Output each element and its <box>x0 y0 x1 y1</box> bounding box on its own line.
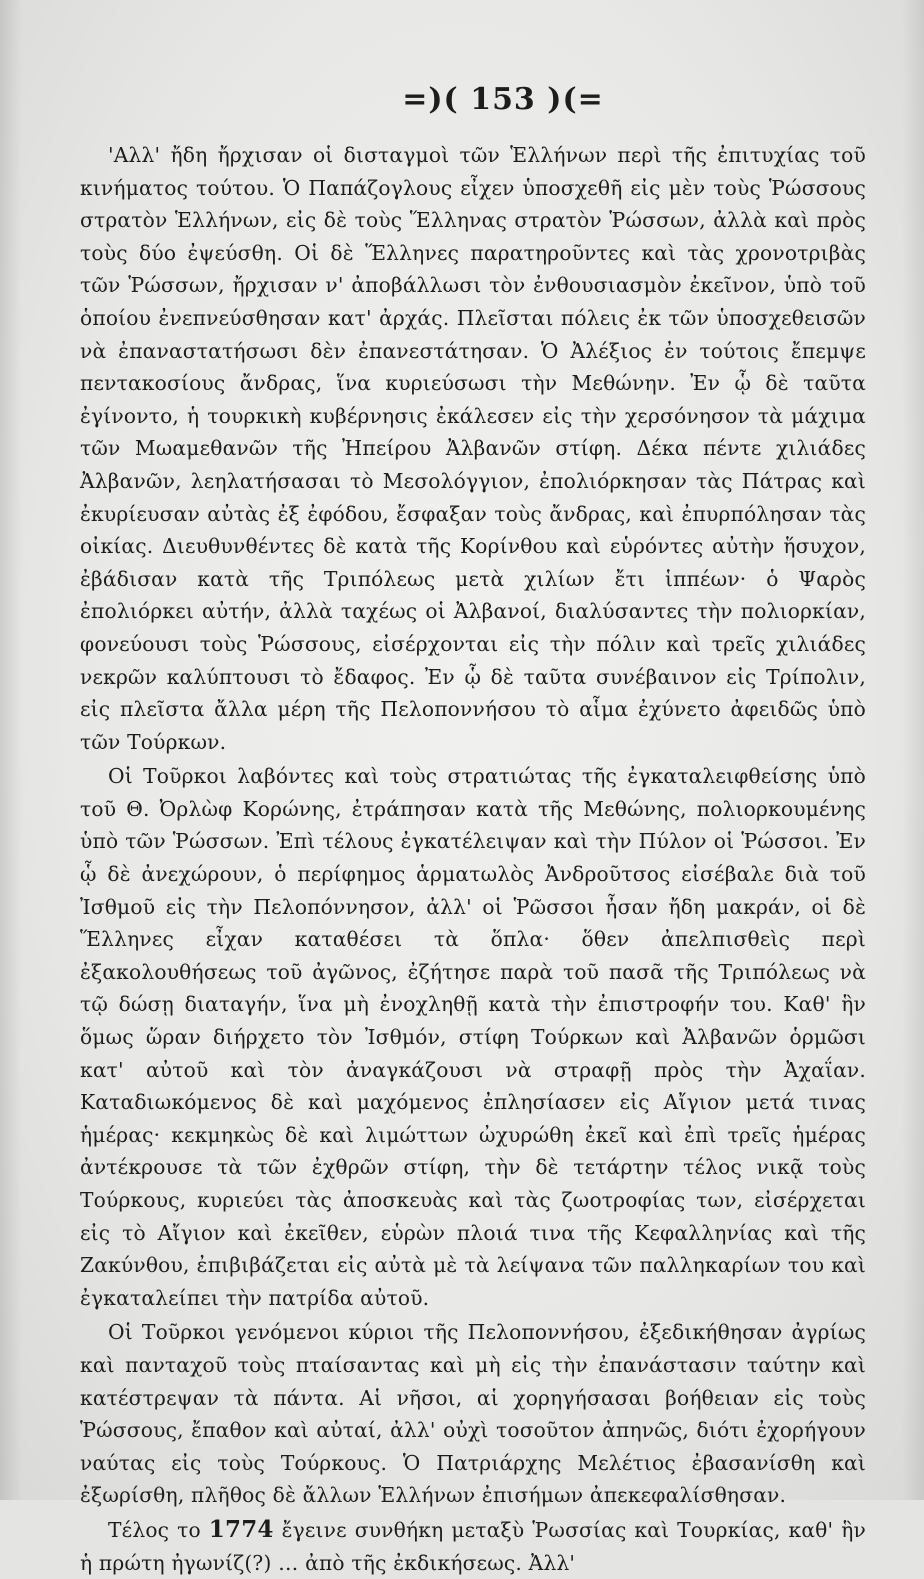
paragraph-4-start: Τέλος το <box>108 1517 209 1542</box>
paragraph-2: Οἱ Τοῦρκοι λαβόντες καὶ τοὺς στρατιώτας τῆς ἐγκαταλειφθείσης ὑπὸ τοῦ Θ. Ὀρλὼφ Κορώνης, ἐτράπησαν κατὰ τῆς Μεθώνης, πολιορκουμένης ὑπὸ τῶν Ῥώσσων. Ἐπὶ τέλους ἐγκατέλειψαν καὶ τὴν Πύλον οἱ Ῥώσσοι. Ἐν ᾧ δὲ ἀνεχώρουν, ὁ περίφημος ἁρματωλὸς Ἀνδροῦτσος εἰσέβαλε διὰ τοῦ Ἰσθμοῦ εἰς τὴν Πελοπόννησον, ἀλλ' οἱ Ῥῶσσοι ἦσαν ἤδη μακράν, οἱ δὲ Ἕλληνες εἶχαν καταθέσει τὰ ὅπλα· ὅθεν ἀπελπισθεὶς περὶ ἐξακολουθήσεως τοῦ ἀγῶνος, ἐζήτησε παρὰ τοῦ πασᾶ τῆς Τριπόλεως νὰ τῷ δώσῃ διαταγήν, ἵνα μὴ ἐνοχληθῇ κατὰ τὴν ἐπιστροφήν του. Καθ' ἣν ὅμως ὥραν διήρχετο τὸν Ἰσθμόν, στίφη Τούρκων καὶ Ἀλβανῶν ὁρμῶσι κατ' αὐτοῦ καὶ τὸν ἀναγκάζουσι νὰ στραφῇ πρὸς τὴν Ἀχαΐαν. Καταδιωκόμενος δὲ καὶ μαχόμενος ἐπλησίασεν εἰς Αἴγιον μετά τινας ἡμέρας· κεκμηκὼς δὲ καὶ λιμώττων ὠχυρώθη ἐκεῖ καὶ ἐπὶ τρεῖς ἡμέρας ἀντέκρουσε τὰ τῶν ἐχθρῶν στίφη, τὴν δὲ τετάρτην τέλος νικᾷ τοὺς Τούρκους, κυριεύει τὰς ἀποσκευὰς καὶ τὰς ζωοτροφίας των, εἰσέρχεται εἰς τὸ Αἴγιον καὶ ἐκεῖθεν, εὑρὼν πλοιά τινα τῆς Κεφαλληνίας καὶ τῆς Ζακύνθου, ἐπιβιβάζεται εἰς αὐτὰ μὲ τὰ λείψανα τῶν παλληκαρίων του καὶ ἐγκαταλείπει τὴν πατρίδα αὐτοῦ. <box>80 764 866 1310</box>
paragraph-3: Οἱ Τοῦρκοι γενόμενοι κύριοι τῆς Πελοποννήσου, ἐξεδικήθησαν ἀγρίως καὶ πανταχοῦ τοὺς πταίσαντας καὶ μὴ εἰς τὴν ἐπανάστασιν ταύτην καὶ κατέστρεψαν τὰ πάντα. Αἱ νῆσοι, αἱ χορηγήσασαι βοήθειαν εἰς τοὺς Ῥώσσους, ἔπαθον καὶ αὐταί, ἀλλ' οὐχὶ τοσοῦτον ἀπηνῶς, διότι ἐχορήγουν ναύτας εἰς τοὺς Τούρκους. Ὁ Πατριάρχης Μελέτιος ἐβασανίσθη καὶ ἐξωρίσθη, πλῆθος δὲ ἄλλων Ἑλλήνων ἐπισήμων ἀπεκεφαλίσθησαν. <box>80 1320 866 1508</box>
body-text <box>80 139 866 1579</box>
paragraph-4-end: ἔγεινε συνθήκη μεταξὺ Ῥωσσίας καὶ Τουρκίας, καθ' ἣν ἡ πρώτη ἠγωνίζ(?) … ἀπὸ τῆς ἐκδικήσεως. Ἀλλ' <box>80 1517 866 1575</box>
treaty-year: 1774 <box>208 1515 274 1543</box>
page-edge-shadow-left <box>0 0 22 1500</box>
page-edge-shadow-right <box>902 0 924 1500</box>
paragraph-1: 'Αλλ' ἤδη ἤρχισαν οἱ δισταγμοὶ τῶν Ἑλλήνων περὶ τῆς ἐπιτυχίας τοῦ κινήματος τούτου. Ὁ Παπάζογλους εἶχεν ὑποσχεθῆ εἰς μὲν τοὺς Ῥώσσους στρατὸν Ἑλλήνων, εἰς δὲ τοὺς Ἕλληνας στρατὸν Ῥώσσων, ἀλλὰ καὶ πρὸς τοὺς δύο ἐψεύσθη. Οἱ δὲ Ἕλληνες παρατηροῦντες καὶ τὰς χρονοτριβὰς τῶν Ῥώσσων, ἤρχισαν ν' ἀποβάλλωσι τὸν ἐνθουσιασμὸν ἐκεῖνον, ὑπὸ τοῦ ὁποίου ἐνεπνεύσθησαν κατ' ἀρχάς. Πλεῖσται πόλεις ἐκ τῶν ὑποσχεθεισῶν νὰ ἐπαναστατήσωσι δὲν ἐπανεστάτησαν. Ὁ Ἀλέξιος ἐν τούτοις ἔπεμψε πεντακοσίους ἄνδρας, ἵνα κυριεύσωσι τὴν Μεθώνην. Ἐν ᾧ δὲ ταῦτα ἐγίνοντο, ἡ τουρκικὴ κυβέρνησις ἐκάλεσεν εἰς τὴν χερσόνησον τὰ μάχιμα τῶν Μωαμεθανῶν τῆς Ἠπείρου Ἀλβανῶν στίφη. Δέκα πέντε χιλιάδες Ἀλβανῶν, λεηλατήσασαι τὸ Μεσολόγγιον, ἐπολιόρκησαν τὰς Πάτρας καὶ ἐκυρίευσαν αὐτὰς ἐξ ἐφόδου, ἔσφαξαν τοὺς ἄνδρας, καὶ ἐπυρπόλησαν τὰς οἰκίας. Διευθυνθέντες δὲ κατὰ τῆς Κορίνθου καὶ εὑρόντες αὐτὴν ἥσυχον, ἐβάδισαν κατὰ τῆς Τριπόλεως μετὰ χιλίων ἔτι ἱππέων· ὁ Ψαρὸς ἐπολιόρκει αὐτήν, ἀλλὰ ταχέως οἱ Ἀλβανοί, διαλύσαντες τὴν πολιορκίαν, φονεύουσι τοὺς Ῥώσσους, εἰσέρχονται εἰς τὴν πόλιν καὶ τρεῖς χιλιάδες νεκρῶν καλύπτουσι τὸ ἔδαφος. Ἐν ᾧ δὲ ταῦτα συνέβαινον εἰς Τρίπολιν, εἰς πλεῖστα ἄλλα μέρη τῆς Πελοποννήσου τὸ αἷμα ἐχύνετο ἀφειδῶς ὑπὸ τῶν Τούρκων. <box>80 143 866 754</box>
page-number: =)( 153 )(= <box>402 82 604 117</box>
paragraph-4 <box>80 1514 866 1579</box>
